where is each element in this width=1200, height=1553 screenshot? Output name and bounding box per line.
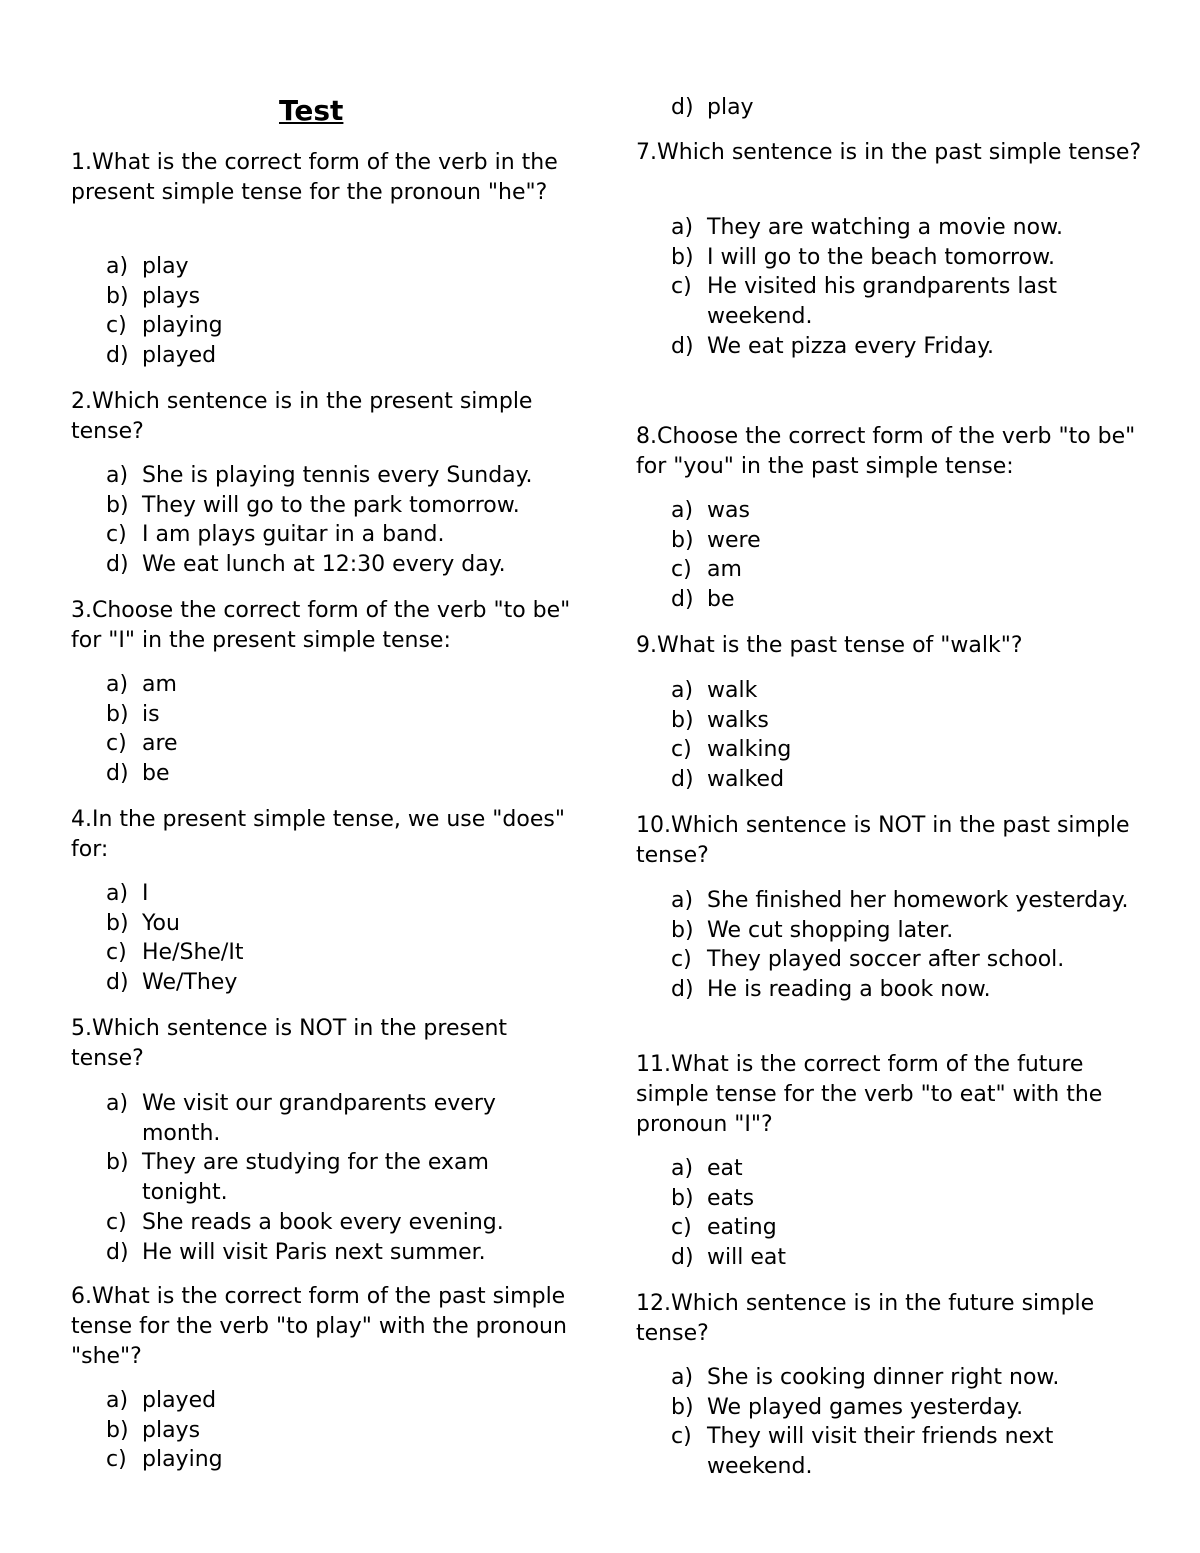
option-text: We visit our grandparents every month. <box>142 1091 496 1146</box>
option-letter: a) <box>106 881 129 906</box>
question-12 <box>636 1289 1156 1349</box>
option-text: She is playing tennis every Sunday. <box>142 463 533 488</box>
options-list <box>671 213 1121 362</box>
option-letter: c) <box>671 557 692 583</box>
question-1 <box>71 148 571 208</box>
option-item <box>671 93 754 123</box>
option-item <box>106 461 533 491</box>
option-letter: a) <box>106 1091 129 1116</box>
option-text: play <box>707 95 754 120</box>
option-letter: a) <box>671 498 694 523</box>
option-item <box>106 670 178 700</box>
option-item <box>671 213 1121 243</box>
option-item <box>671 1213 786 1243</box>
options-list <box>106 461 533 580</box>
question-number: 3. <box>71 598 92 623</box>
option-letter: d) <box>671 1245 694 1271</box>
option-text: He is reading a book now. <box>707 977 991 1003</box>
option-item <box>671 1184 786 1214</box>
option-item <box>671 1363 1126 1393</box>
option-item <box>671 1422 1126 1481</box>
option-item <box>671 332 1121 362</box>
option-letter: d) <box>106 761 129 787</box>
option-letter: c) <box>106 731 127 757</box>
option-letter: a) <box>671 1156 694 1181</box>
option-text: He will visit Paris next summer. <box>142 1239 486 1265</box>
question-number: 11. <box>636 1052 671 1077</box>
options-list <box>106 1386 223 1475</box>
option-text: She finished her homework yesterday. <box>707 888 1129 913</box>
option-text: eat <box>707 1156 743 1181</box>
option-text: playing <box>142 313 223 339</box>
option-text: walk <box>707 678 758 703</box>
option-text: We eat pizza every Friday. <box>707 333 994 359</box>
option-text: They will visit their friends next weekend. <box>707 1424 1054 1480</box>
option-letter: c) <box>106 940 127 966</box>
option-text: plays <box>142 1417 201 1443</box>
option-text: They are studying for the exam tonight. <box>142 1150 489 1206</box>
question-text: In the present simple tense, we use "does" for: <box>71 807 565 862</box>
option-item <box>106 729 178 759</box>
option-letter: b) <box>671 917 694 943</box>
option-text: We/They <box>142 970 238 996</box>
option-letter: b) <box>671 707 694 733</box>
options-list <box>671 1154 786 1273</box>
option-text: is <box>142 701 160 727</box>
option-item <box>671 1154 786 1184</box>
options-list <box>671 93 754 123</box>
option-letter: b) <box>671 527 694 553</box>
question-text: What is the correct form of the past simple tense for the verb "to play" with the pronoun "she"? <box>71 1284 567 1369</box>
option-text: We eat lunch at 12:30 every day. <box>142 552 506 578</box>
option-item <box>671 765 791 795</box>
question-9 <box>636 631 1023 661</box>
option-letter: c) <box>671 274 692 300</box>
option-letter: a) <box>671 678 694 703</box>
question-number: 10. <box>636 813 671 838</box>
option-item <box>671 585 761 615</box>
option-text: They are watching a movie now. <box>707 215 1064 240</box>
option-item <box>106 550 533 580</box>
option-letter: b) <box>671 1185 694 1211</box>
option-text: playing <box>142 1447 223 1473</box>
question-text: What is the correct form of the verb in the present simple tense for the pronoun "he"? <box>71 150 558 205</box>
option-letter: c) <box>671 1424 692 1450</box>
option-item <box>106 520 533 550</box>
option-letter: b) <box>106 910 129 936</box>
option-text: They played soccer after school. <box>707 947 1065 973</box>
option-text: plays <box>142 283 201 309</box>
option-letter: d) <box>671 333 694 359</box>
option-item <box>106 1386 223 1416</box>
option-letter: b) <box>671 1394 694 1420</box>
option-text: He visited his grandparents last weekend. <box>707 274 1058 330</box>
option-letter: a) <box>671 1365 694 1390</box>
option-item <box>106 491 533 521</box>
option-letter: c) <box>106 313 127 339</box>
question-number: 12. <box>636 1291 671 1316</box>
option-text: He/She/It <box>142 940 244 966</box>
option-item <box>671 243 1121 273</box>
option-letter: a) <box>106 254 129 279</box>
question-number: 5. <box>71 1016 92 1041</box>
option-text: are <box>142 731 178 757</box>
option-letter: d) <box>671 587 694 613</box>
option-letter: a) <box>106 672 129 697</box>
options-list <box>671 676 791 795</box>
options-list <box>106 252 223 371</box>
option-letter: b) <box>671 244 694 270</box>
option-letter: d) <box>671 767 694 793</box>
option-letter: d) <box>106 552 129 578</box>
option-item <box>106 341 223 371</box>
option-letter: b) <box>106 1417 129 1443</box>
option-letter: c) <box>106 1447 127 1473</box>
option-item <box>106 311 223 341</box>
option-text: I will go to the beach tomorrow. <box>707 244 1056 270</box>
option-letter: a) <box>106 463 129 488</box>
option-item <box>106 968 243 998</box>
question-10 <box>636 811 1156 871</box>
options-list <box>106 879 243 998</box>
options-list <box>106 1089 546 1267</box>
option-text: She is cooking dinner right now. <box>707 1365 1060 1390</box>
option-item <box>106 938 243 968</box>
question-6 <box>71 1282 571 1372</box>
option-text: walking <box>707 737 792 763</box>
option-item <box>106 1208 546 1238</box>
options-list <box>671 1363 1126 1482</box>
question-number: 6. <box>71 1284 92 1309</box>
option-letter: b) <box>106 1150 129 1176</box>
page-title: Test <box>279 94 344 127</box>
question-number: 9. <box>636 633 657 658</box>
option-item <box>106 1416 223 1446</box>
option-text: will eat <box>707 1245 786 1271</box>
question-text: What is the past tense of "walk"? <box>657 633 1023 658</box>
option-letter: a) <box>106 1388 129 1413</box>
question-text: Which sentence is in the future simple tense? <box>636 1291 1095 1346</box>
option-item <box>671 555 761 585</box>
option-letter: a) <box>671 215 694 240</box>
option-item <box>671 916 1131 946</box>
option-text: played <box>142 1388 217 1413</box>
option-item <box>671 886 1131 916</box>
option-item <box>106 759 178 789</box>
option-letter: d) <box>106 970 129 996</box>
question-number: 4. <box>71 807 92 832</box>
option-item <box>671 496 761 526</box>
question-3 <box>71 596 571 656</box>
option-letter: c) <box>671 1215 692 1241</box>
option-item <box>106 700 178 730</box>
option-letter: d) <box>671 95 694 120</box>
option-letter: b) <box>106 283 129 309</box>
option-item <box>106 282 223 312</box>
question-number: 1. <box>71 150 92 175</box>
option-text: were <box>707 527 761 553</box>
option-letter: c) <box>106 522 127 548</box>
option-letter: b) <box>106 701 129 727</box>
option-letter: d) <box>671 977 694 1003</box>
option-text: play <box>142 254 189 279</box>
option-item <box>671 526 761 556</box>
option-letter: c) <box>671 737 692 763</box>
option-letter: b) <box>106 492 129 518</box>
option-text: be <box>142 761 170 787</box>
option-item <box>106 879 243 909</box>
options-list <box>671 496 761 615</box>
option-text: am <box>707 557 742 583</box>
option-item <box>106 1445 223 1475</box>
option-text: You <box>142 910 180 936</box>
question-number: 2. <box>71 389 92 414</box>
option-item <box>671 272 1121 331</box>
option-item <box>106 1238 546 1268</box>
option-text: was <box>707 498 750 523</box>
question-text: Which sentence is in the past simple tense? <box>657 140 1142 165</box>
question-5 <box>71 1014 571 1074</box>
option-item <box>671 1393 1126 1423</box>
option-item <box>671 945 1131 975</box>
option-item <box>671 735 791 765</box>
options-list <box>106 670 178 789</box>
option-text: walked <box>707 767 785 793</box>
option-letter: d) <box>106 1239 129 1265</box>
question-4 <box>71 805 571 865</box>
question-8 <box>636 422 1156 482</box>
question-11 <box>636 1050 1156 1140</box>
option-item <box>106 1148 546 1207</box>
option-text: played <box>142 343 217 369</box>
option-text: eating <box>707 1215 777 1241</box>
option-text: She reads a book every evening. <box>142 1209 504 1235</box>
option-letter: a) <box>671 888 694 913</box>
option-text: I <box>142 881 149 906</box>
option-item <box>106 909 243 939</box>
option-text: eats <box>707 1185 755 1211</box>
option-letter: d) <box>106 343 129 369</box>
option-letter: c) <box>106 1209 127 1235</box>
option-item <box>671 975 1131 1005</box>
option-text: I am plays guitar in a band. <box>142 522 445 548</box>
option-item <box>671 706 791 736</box>
option-text: be <box>707 587 735 613</box>
question-number: 8. <box>636 424 657 449</box>
question-number: 7. <box>636 140 657 165</box>
question-text: Which sentence is in the present simple tense? <box>71 389 533 444</box>
question-text: Choose the correct form of the verb "to be" for "I" in the present simple tense: <box>71 598 571 653</box>
question-text: What is the correct form of the future simple tense for the verb "to eat" with the pronoun "I"? <box>636 1052 1103 1137</box>
option-letter: c) <box>671 947 692 973</box>
question-text: Which sentence is NOT in the present tense? <box>71 1016 508 1071</box>
question-7 <box>636 138 1141 168</box>
question-2 <box>71 387 571 447</box>
option-item <box>106 252 223 282</box>
option-text: We cut shopping later. <box>707 917 954 943</box>
option-text: am <box>142 672 177 697</box>
question-text: Choose the correct form of the verb "to be" for "you" in the past simple tense: <box>636 424 1136 479</box>
option-text: We played games yesterday. <box>707 1394 1024 1420</box>
options-list <box>671 886 1131 1005</box>
option-text: walks <box>707 707 769 733</box>
question-text: Which sentence is NOT in the past simple tense? <box>636 813 1130 868</box>
option-text: They will go to the park tomorrow. <box>142 492 520 518</box>
option-item <box>671 1243 786 1273</box>
option-item <box>106 1089 546 1148</box>
option-item <box>671 676 791 706</box>
